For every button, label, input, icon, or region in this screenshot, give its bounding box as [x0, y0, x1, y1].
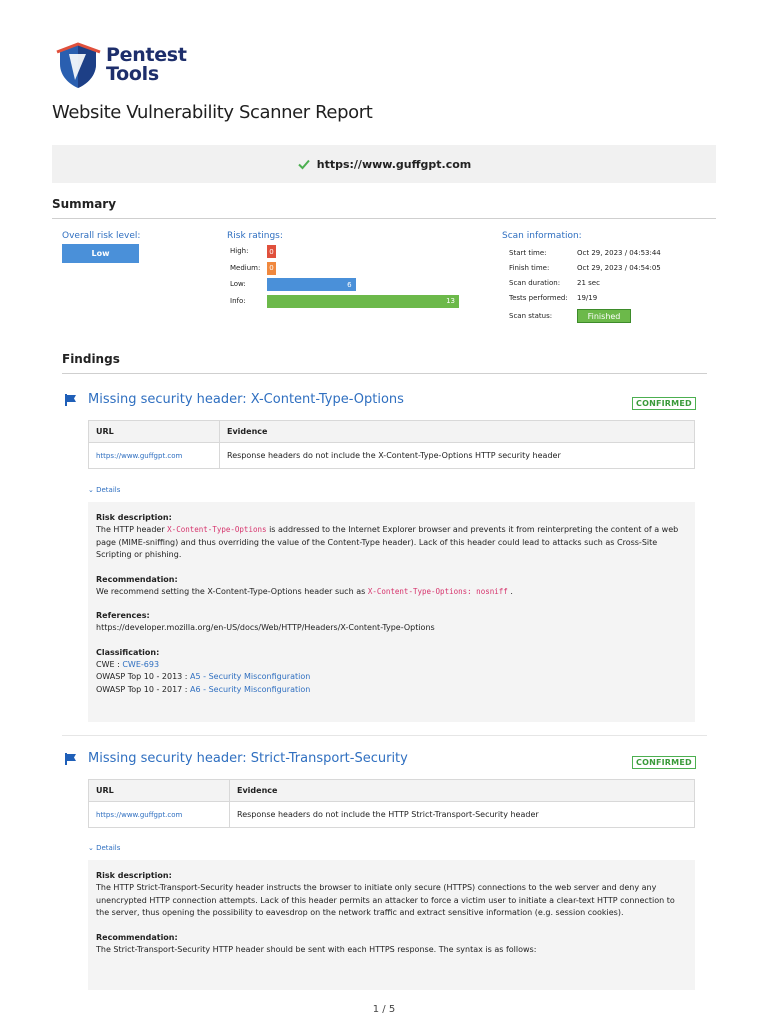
risk-rating-label: Low:: [230, 280, 246, 288]
references-heading: References:: [96, 611, 150, 620]
scan-info-key: Scan duration:: [509, 279, 561, 287]
owasp-2017-line: OWASP Top 10 - 2017 : A6 - Security Misconfiguration: [96, 684, 311, 694]
pentest-tools-logo: [56, 40, 216, 92]
scan-info-value: 19/19: [577, 294, 598, 302]
risk-rating-bar: [267, 295, 459, 308]
cwe-line: CWE : CWE-693: [96, 659, 160, 669]
target-url-banner: [52, 145, 716, 183]
findings-divider: [62, 373, 707, 374]
risk-rating-bar: [267, 278, 356, 291]
overall-risk-label: Overall risk level:: [62, 231, 141, 241]
details-toggle[interactable]: [88, 844, 120, 852]
risk-rating-row: [230, 262, 470, 275]
page-number: 1 / 5: [372, 1004, 396, 1015]
shield-logo-icon: [56, 40, 102, 90]
url-column-header: URL: [89, 780, 230, 802]
scan-info-label: Scan information:: [502, 231, 582, 241]
recommendation-text: We recommend setting the X-Content-Type-Options header such as X-Content-Type-Options: nosniff .: [96, 586, 513, 596]
finding-title: Missing security header: X-Content-Type-Options: [88, 392, 404, 407]
overall-risk-value: Low: [62, 244, 139, 263]
scan-info-value: Oct 29, 2023 / 04:53:44: [577, 249, 661, 257]
risk-rating-label: High:: [230, 247, 249, 255]
risk-rating-bar: [267, 262, 276, 275]
summary-heading: Summary: [52, 197, 117, 211]
evidence-column-header: Evidence: [230, 780, 695, 802]
finding-title: Missing security header: Strict-Transport-Security: [88, 751, 408, 766]
scan-info-row: [509, 249, 709, 261]
risk-rating-count: 6: [347, 280, 352, 289]
table-row: [89, 802, 695, 828]
confirmed-badge: CONFIRMED: [632, 756, 696, 769]
finding-divider: [62, 735, 707, 736]
risk-rating-label: Medium:: [230, 263, 261, 272]
scan-status-key: Scan status:: [509, 312, 553, 320]
risk-description-text: The HTTP Strict-Transport-Security header instructs the browser to initiate only secure (HTTPS) connections to the web server and deny any unencrypted HTTP connection attempts. Lack of this header permits an attacker to force a victim user to initiate a clear-text HTTP connection to the server, thus opening the possibility to eavesdrop on the network traffic and extract sensitive information (e.g. session cookies).: [96, 883, 675, 917]
confirmed-badge: CONFIRMED: [632, 397, 696, 410]
evidence-column-header: Evidence: [220, 421, 695, 443]
header-code: X-Content-Type-Options: [167, 525, 267, 534]
brand-name-line2: Tools: [106, 63, 159, 85]
summary-divider: [52, 218, 716, 219]
scan-info-row: [509, 279, 709, 291]
risk-description-text: The HTTP header X-Content-Type-Options is addressed to the Internet Explorer browser and prevents it from reinterpreting the content of a web page (MIME-sniffing) and thus overriding the value of the Content-Type header). Lack of this header could lead to attacks such as Cross-Site Scripting or phishing.: [96, 525, 679, 559]
risk-rating-bar: [267, 245, 276, 258]
scan-info-row: [509, 264, 709, 276]
risk-rating-count: 13: [446, 297, 455, 305]
report-title: Website Vulnerability Scanner Report: [52, 102, 373, 123]
flag-icon: [64, 752, 78, 766]
risk-ratings-label: Risk ratings:: [227, 231, 283, 241]
recommended-code: X-Content-Type-Options: nosniff: [367, 586, 508, 596]
chevron-down-icon: ⌄: [88, 844, 94, 852]
target-url: https://www.guffgpt.com: [316, 157, 472, 171]
scan-info-row: [509, 294, 709, 306]
evidence-cell: Response headers do not include the HTTP Strict-Transport-Security header: [230, 802, 695, 828]
risk-rating-count: 0: [269, 247, 274, 256]
details-panel: [88, 860, 695, 990]
details-label: Details: [96, 486, 121, 494]
cwe-link[interactable]: CWE-693: [122, 659, 160, 669]
recommendation-heading: Recommendation:: [96, 932, 178, 942]
risk-description-heading: Risk description:: [96, 513, 172, 522]
classification-heading: Classification:: [96, 647, 160, 657]
details-label: Details: [96, 844, 121, 852]
risk-rating-row: [230, 295, 470, 308]
finding-url-link[interactable]: https://www.guffgpt.com: [89, 802, 230, 828]
reference-link[interactable]: https://developer.mozilla.org/en-US/docs/Web/HTTP/Headers/X-Content-Type-Options: [96, 623, 435, 632]
evidence-cell: Response headers do not include the X-Content-Type-Options HTTP security header: [220, 443, 695, 469]
chevron-down-icon: ⌄: [88, 486, 94, 494]
risk-rating-row: [230, 278, 470, 291]
owasp-2017-link[interactable]: A6 - Security Misconfiguration: [190, 684, 311, 694]
owasp-2013-line: OWASP Top 10 - 2013 : A5 - Security Misconfiguration: [96, 672, 311, 681]
risk-rating-count: 0: [269, 264, 274, 272]
scan-info-key: Start time:: [509, 249, 547, 257]
table-row: [89, 443, 695, 469]
recommendation-text: The Strict-Transport-Security HTTP header should be sent with each HTTPS response. The syntax is as follows:: [96, 944, 537, 954]
scan-info-value: 21 sec: [577, 279, 600, 287]
risk-rating-label: Info:: [230, 296, 246, 305]
finding-table: [88, 420, 695, 469]
scan-info-value: Oct 29, 2023 / 04:54:05: [577, 264, 661, 272]
scan-status-badge: Finished: [577, 309, 631, 323]
brand-name-line1: Pentest: [106, 44, 187, 66]
flag-icon: [64, 393, 78, 407]
finding-url-link[interactable]: https://www.guffgpt.com: [89, 443, 220, 469]
url-column-header: URL: [89, 421, 220, 443]
risk-description-heading: Risk description:: [96, 871, 172, 880]
scan-info-key: Finish time:: [509, 264, 550, 272]
details-toggle[interactable]: [88, 486, 120, 494]
owasp-2013-link[interactable]: A5 - Security Misconfiguration: [190, 672, 311, 681]
scan-info-key: Tests performed:: [509, 294, 568, 302]
check-icon: [297, 157, 311, 171]
finding-table: [88, 779, 695, 828]
risk-rating-row: [230, 245, 470, 258]
findings-heading: Findings: [62, 352, 120, 366]
recommendation-heading: Recommendation:: [96, 574, 178, 584]
details-panel: [88, 502, 695, 722]
